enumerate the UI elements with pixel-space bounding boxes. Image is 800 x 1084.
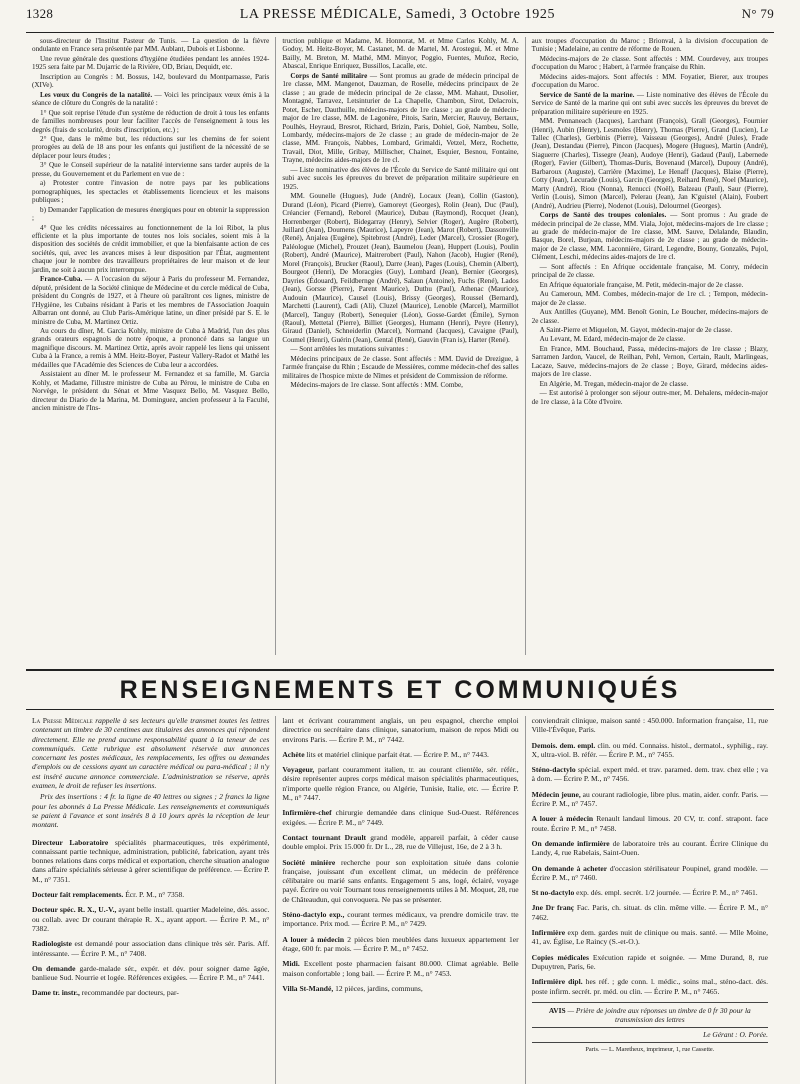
news-item-text: 3° Que le Conseil supérieur de la natalité intervienne sans tarder auprès de la presse, du Gouvernement et du Parlement en vue de : bbox=[32, 161, 270, 178]
ad-text: est demandé pour association dans clinique très sér. Paris. Aff. intéressante. — Écrire P. M., n° 7408. bbox=[32, 939, 270, 958]
news-paragraph bbox=[32, 55, 269, 72]
news-paragraph bbox=[32, 179, 269, 204]
classifieds-column-3 bbox=[525, 716, 774, 1084]
news-paragraph bbox=[532, 389, 768, 406]
classified-ad bbox=[282, 765, 518, 802]
classified-ad bbox=[282, 910, 518, 929]
news-paragraph bbox=[282, 381, 518, 389]
news-item-text: Médecins aides-majors. Sont affectés : MM. Foyatier, Bierer, aux troupes d'occupation du Maroc. bbox=[531, 72, 768, 90]
news-columns bbox=[26, 37, 774, 655]
ad-lead: Société minière bbox=[282, 857, 336, 867]
news-paragraph bbox=[32, 73, 269, 90]
news-item-text: sous-directeur de l'Institut Pasteur de Tunis. — La question de la fièvre ondulante en France sera présentée par MM. Aublant, Dubois et Lisbonne. bbox=[32, 37, 270, 54]
classifieds-intro bbox=[32, 716, 269, 830]
ads-list-3 bbox=[532, 716, 768, 996]
news-paragraph bbox=[282, 166, 518, 191]
classified-ad bbox=[532, 977, 768, 996]
news-item-text: Médecins principaux de 2e classe. Sont affectés : MM. David de Drezigue, à l'armée française du Rhin ; Escaude de Messières, comme médecin-chef des salles militaires de l'hospice mixte de Nîmes et président de Commission de réforme. bbox=[282, 354, 519, 380]
news-column-3 bbox=[525, 37, 774, 655]
ad-text: courant termes médicaux, va prendre domicile trav. tte importance. Prix mod. — Écrire P. M., n° 7429. bbox=[282, 910, 519, 929]
news-item-text: Médecins-majors de 1re classe. Sont affectés : MM. Combe, bbox=[290, 381, 463, 390]
ad-text: d'occasion stérilisateur Poupinel, grand modèle. — Écrire P. M., n° 7460. bbox=[531, 863, 768, 882]
news-item-text: — Liste nominative des élèves de l'École du Service de Santé militaire qui ont subi avec succès les épreuves du brevet de préparation militaire supérieure en 1925. bbox=[282, 165, 519, 191]
ad-lead: On demande à acheter bbox=[531, 863, 608, 873]
news-item-text: — Sont arrêtées les mutations suivantes : bbox=[290, 345, 409, 354]
classified-ad bbox=[532, 814, 768, 833]
ad-lead: Achète bbox=[282, 749, 305, 759]
news-item-text: Au Levant, M. Edard, médecin-major de 2e classe. bbox=[539, 335, 685, 344]
ad-lead: Copies médicales bbox=[531, 952, 589, 962]
news-paragraph bbox=[32, 224, 269, 275]
ad-text: au courant radiologie, libre plus. matin, aider. confr. Paris. — Écrire P. M., n° 7457. bbox=[531, 789, 768, 809]
classified-ad bbox=[282, 935, 518, 954]
ad-text: Fac. Paris, ch. situat. ds clin. même ville. — Écrire P. M., n° 7462. bbox=[531, 903, 768, 922]
classified-ad bbox=[532, 765, 768, 784]
news-item-text: Au cours du dîner, M. Garcia Kohly, ministre de Cuba à Madrid, l'un des plus grands orateurs espagnols de notre époque, a prononcé dans sa langue un magnifique discours. M. Martinez Ortiz, après avoir rappelé les liens qui unissent Cuba à la France, a remis à MM. Heitz-Boyer, Pasteur Vallery-Radot et Mathé les médailles que l'Académie des Sciences de Cuba leur a accordées. bbox=[32, 326, 270, 369]
news-item-text: truction publique et Madame, M. Honnorat, M. et Mme Carlos Kohly, M. A. Godoy, M. Heitz-Boyer, M. Castanet, M. de Martel, M. Arostegui, M. et Mme Bailly, M. Breton, M. Mathé, MM. Minyor, Poggio, Fuentes, Muñoz, Recio, Abascal, Enrique Enriquez, Bussillos, Lacalle, etc. bbox=[282, 37, 519, 71]
ad-text: lits et matériel clinique parfait état. — Écrire P. M., n° 7443. bbox=[304, 749, 489, 759]
ad-text: conviendrait clinique, maison santé : 450.000. Information française, 11, rue Ville-l'Évêque, Paris. bbox=[531, 716, 768, 735]
ad-lead: Sténo-dactylo exp., bbox=[282, 910, 345, 920]
classified-ad bbox=[282, 984, 518, 993]
news-column-2 bbox=[275, 37, 524, 655]
classified-ad bbox=[282, 716, 518, 744]
news-item-text: a) Protester contre l'invasion de notre pays par les publications pornographiques, les spectacles et établissements licencieux et les maisons publiques ; bbox=[32, 179, 270, 205]
ads-list-1 bbox=[32, 838, 269, 998]
ad-text: 2 pièces bien meublées dans luxueux appartement 1er étage, 600 fr. par mois. — Écrire P. M., n° 7452. bbox=[282, 934, 519, 953]
news-item-text: — Sont affectés : En Afrique occidentale française, M. Conry, médecin principal de 2e classe. bbox=[531, 262, 768, 280]
classified-ad bbox=[32, 905, 269, 933]
ad-lead: Infirmière bbox=[531, 928, 566, 938]
gerant-line: Le Gérant : O. Porée. bbox=[532, 1027, 768, 1039]
ad-text: ayant belle install. quartier Madeleine, dés. assoc. ou collab. avec Dr courant thérapie R. X., ayant apport. — Écrire P. M., n° 7382. bbox=[32, 905, 270, 933]
news-paragraph bbox=[532, 55, 768, 72]
news-item-title: Les vœux du Congrès de la natalité. bbox=[40, 90, 153, 99]
news-item-title: France-Cuba. bbox=[40, 275, 83, 284]
ad-lead: Docteur fait remplacements. bbox=[32, 890, 124, 900]
ad-text: parlant couramment italien, tr. au courant clientèle, sér. référ., désire représenter aupres corps médical maison spécialités pharmaceutiques, n'importe quelle région France, ou Algérie, Tunisie, Italie, etc. — Écrire P. M., n° 7447. bbox=[282, 765, 519, 803]
ad-text: Exécution rapide et soignée. — Mme Durand, 8, rue Dupuytren, Paris, 6e. bbox=[531, 952, 768, 971]
classified-ad bbox=[532, 953, 768, 972]
ad-lead: Dame tr. instr., bbox=[32, 988, 80, 998]
section-title: RENSEIGNEMENTS ET COMMUNIQUÉS bbox=[119, 675, 681, 704]
news-item-title: Service de Santé de la marine. bbox=[539, 90, 635, 99]
avis-label: AVIS bbox=[548, 1005, 566, 1015]
ad-lead: On demande bbox=[32, 963, 76, 973]
classified-ad bbox=[32, 939, 269, 958]
classified-ad bbox=[282, 959, 518, 978]
news-paragraph bbox=[532, 308, 768, 325]
ad-text: Excellent poste pharmacien faisant 80.000. Climat agréable. Belle maison confortable ; long bail. — Écrire P. M., n° 7453. bbox=[282, 959, 519, 978]
ad-text: grand modèle, appareil parfait, à céder cause double emploi. Prix 15.000 fr. Dr L., 28, rue de Villejust, 16e, de 2 à 3 h. bbox=[282, 832, 519, 852]
classified-ad bbox=[32, 964, 269, 983]
classified-ad bbox=[532, 790, 768, 809]
news-item-text: — A l'occasion du séjour à Paris du professeur M. Fernandez, député, président de la Société clinique de Médecine et du cercle médical de Cuba, président du Congrès de 1927, et à l'heure où paraîtront ces lignes, ministre de l'Hygiène, les Cubains résidant à Paris et les membres de l'Association Joaquin Albarran ont donné, au Club Paris-Amérique latine, un dîner présidé par S. E. le ministre de Cuba, M. Martinez Ortiz. bbox=[32, 275, 270, 326]
classified-ad bbox=[532, 864, 768, 883]
news-paragraph bbox=[282, 355, 518, 380]
news-item-text: Assistaient au dîner M. le professeur M. Fernandez et sa famille, M. Garcia Kohly, et Madame, l'illustre ministre de Cuba au Pérou, le ministre de Cuba en Norvège, le président du Sénat et Mme Vasquez Bello, M. Vasquez Bello, directeur du Diario de la Marina, M. Dominguez, ancien professeur à la Faculté, ancien ministre de l'Ins- bbox=[32, 370, 270, 413]
ad-lead: Directeur Laboratoire bbox=[32, 837, 109, 847]
ad-text: hes réf. ; gde conn. l. médic., soins mal., sténo-dact. dés. poste infirm. secrét. pr. méd. ou clin. — Écrire P. M., n° 7465. bbox=[531, 977, 768, 996]
header-rule bbox=[26, 32, 774, 33]
news-paragraph bbox=[532, 345, 768, 379]
news-item-text: Une revue générale des questions d'hygiène étudiées pendant les années 1924-1925 sera faite par M. Dujarric de la Rivière, OD, Briau, Dequidt, etc. bbox=[32, 54, 270, 72]
news-paragraph bbox=[532, 326, 768, 334]
ad-text: chirurgie demandée dans clinique Sud-Ouest. Références exigées. — Écrire P. M., n° 7449. bbox=[282, 808, 519, 827]
news-item-text: En Algérie, M. Tregan, médecin-major de 2e classe. bbox=[539, 379, 689, 388]
page-header bbox=[26, 6, 774, 26]
intro-journal-name: La Presse Médicale bbox=[32, 716, 93, 725]
news-paragraph bbox=[32, 109, 269, 134]
news-item-text: — Liste nominative des élèves de l'École du Service de Santé de la marine qui ont subi avec succès les épreuves du brevet de préparation militaire supérieure en 1925. bbox=[531, 90, 768, 116]
news-item-text: Au Cameroun, MM. Combes, médecin-major de 1re cl. ; Tempon, médecin-major de 2e classe. bbox=[531, 290, 768, 307]
ad-lead: A louer à médecin bbox=[531, 814, 594, 824]
news-item bbox=[32, 275, 269, 326]
page-number: 1328 bbox=[26, 6, 54, 21]
classified-ad bbox=[532, 839, 768, 858]
news-item-text: En Afrique équatoriale française, M. Petit, médecin-major de 2e classe. bbox=[539, 280, 744, 289]
ad-lead: Docteur spéc. R. X., U.-V., bbox=[32, 905, 117, 915]
ad-text: garde-malade sér., expér. et dév. pour soigner dame âgée, banlieue Sud. Nourrie et logée. Références exigées. — Écrire P. M., n° 7441. bbox=[32, 963, 270, 983]
classified-ad bbox=[532, 716, 768, 735]
ad-lead: Midi. bbox=[282, 959, 300, 969]
news-item bbox=[532, 91, 768, 116]
news-item bbox=[282, 72, 518, 165]
classifieds-column-2 bbox=[275, 716, 524, 1084]
ad-text: exp. dés. empl. secrét. 1/2 journée. — Écrire P. M., n° 7461. bbox=[574, 888, 758, 898]
ad-text: lant et écrivant couramment anglais, un peu espagnol, cherche emploi directrice ou secrétaire dans clinique, sanatorium, maison de repos Midi ou environs Paris. — Écrire P. M., n° 7442. bbox=[282, 716, 519, 744]
news-item-text: Inscription au Congrès : M. Bossus, 142, boulevard du Montparnasse, Paris (XIVe). bbox=[32, 72, 270, 90]
classified-ad bbox=[532, 888, 768, 897]
ad-text: Écr. P. M., n° 7358. bbox=[123, 890, 185, 900]
news-paragraph bbox=[532, 380, 768, 388]
classifieds-columns bbox=[26, 716, 774, 1084]
printer-line: Paris. — L. Maretheux, imprimeur, 1, rue Cassette. bbox=[532, 1042, 768, 1054]
classified-ad bbox=[282, 858, 518, 904]
news-item-text: En France, MM. Bouchaud, Passa, médecins-majors de 1re classe ; Blazy, Sarramen Jardon, Vaucel, de Reilhan, Pehl, Vernon, Certain, Rault, Marlingeas, Lacaze, Sauve, médecins-majors de 2e classe ; Boye, Girard, médecins aides-majors de 1re classe. bbox=[531, 344, 768, 379]
news-paragraph bbox=[532, 335, 768, 343]
ad-lead: On demande infirmière bbox=[531, 838, 610, 848]
news-item-text: — Voici les principaux vœux émis à la séance de clôture du Congrès de la natalité : bbox=[32, 90, 270, 108]
news-column-1 bbox=[26, 37, 275, 655]
news-item-title: Corps de Santé des troupes coloniales. bbox=[539, 211, 667, 220]
classified-ad bbox=[532, 741, 768, 760]
classified-ad bbox=[32, 988, 269, 997]
ad-text: de laboratoire très au courant. Écrire Clinique du Landy, 4, rue Rabelais, Saint-Ouen. bbox=[531, 838, 768, 858]
classified-ad bbox=[282, 808, 518, 827]
ad-text: exp dem. gardes nuit de clinique ou mais. santé. — Mlle Moine, 41, av. Église, Le Raincy (S.-et-O.). bbox=[531, 928, 768, 947]
classified-ad bbox=[32, 890, 269, 899]
news-paragraph bbox=[32, 135, 269, 160]
ad-lead: A louer à médecin bbox=[282, 934, 345, 944]
section-banner bbox=[26, 669, 774, 710]
news-paragraph bbox=[532, 281, 768, 289]
news-paragraph bbox=[282, 345, 518, 353]
ad-lead: St no-dactylo bbox=[531, 888, 575, 898]
ad-lead: Radiologiste bbox=[32, 939, 72, 949]
classified-ad bbox=[32, 838, 269, 884]
journal-title: LA PRESSE MÉDICALE, Samedi, 3 Octobre 1925 bbox=[239, 7, 556, 22]
ad-text: spécial. expert méd. et trav. paramed. dem. trav. chez elle ; va à dom. — Écrire P. M., n° 7456. bbox=[531, 765, 768, 784]
ad-text: spécialités pharmaceutiques, très expérimenté, connaissant partie technique, administration, publicité, fabrication, ayant très bonnes relations dans corps médical et exportation, cherche situation analogue dans affaire spécialités sérieuse à gérer scientifique de préférence. — Écrire P. M., n° 7351. bbox=[32, 837, 270, 884]
news-item-text: — Sont promus au grade de médecin principal de 1re classe, MM. Mangenot, Dauzman, de Roselle, médecins principaux de 2e classe ; au grade de médecin principal de 2e classe, MM. Mahaut, Dusolier, Montagné, Tarravez, Letsinturier de La Chapelle, Chambon, Sirot, Delacroix, Potet, Escher, Dauthuille, médecins-majors de 1re classe ; au grade de médecin-major de 1re classe, MM. de Lagonère, Pitois, Sarin, Mercier, Rauvuy, Bertaux, Poulhès, Heyraud, Bresrot, Richard, Brizin, Paris, Dohiel, Goë, Nambeu, Solle, Lombardy, médecins-majors de 2e classe ; au grade de médecin-major de 2e classe, MM. François, Nabbes, Lombard, Grimaldi, Vetzel, Merz, Rochette, Travail, Diot, Mille, Gribay, Millischer, Chainet, Esquier, Besnou, Fontaine, Trayne, médecins aides-majors de 1re cl. bbox=[282, 71, 519, 165]
news-item bbox=[32, 91, 269, 108]
insertion-prices: Prix des insertions : 4 fr. la ligne de 40 lettres ou signes ; 2 francs la ligne pour les abonnés à La Presse Médicale. Les renseignements et communiqués se paient à l'avance et sont insérés 8 à 10 jours après la réception de leur montant. bbox=[32, 792, 270, 830]
ad-lead: Jne Dr franç bbox=[531, 903, 575, 913]
news-item-text: 1° Que soit reprise l'étude d'un système de réduction de droit à tous les enfants de familles nombreuses pour leur faciliter l'accès de l'enseignement à tous les degrés (frais de scolarité, droits d'inscription, etc.) ; bbox=[32, 108, 270, 134]
news-item-text: Médecins-majors de 2e classe. Sont affectés : MM. Courdevey, aux troupes d'occupation du Maroc ; Habert, à l'armée française du Rhin. bbox=[531, 54, 768, 72]
news-item-text: aux troupes d'occupation du Maroc ; Brionval, à la division d'occupation de Tunisie ; Madelaine, au centre de réforme de Rouen. bbox=[531, 37, 768, 54]
classified-ad bbox=[532, 903, 768, 922]
news-paragraph bbox=[32, 370, 269, 412]
news-item-text: A Saint-Pierre et Miquelon, M. Gayot, médecin-major de 2e classe. bbox=[539, 325, 733, 334]
news-item-text: 4° Que les crédits nécessaires au fonctionnement de la loi Ribot, la plus efficiente et la plus importante de toutes nos lois sociales, soient mis à la disposition des sociétés de crédit immobilier, et que la bienfaisante action de ces sociétés, qui, avec les avances mises à leur disposition par l'État, augmentent chaque jour le nombre des travailleurs propriétaires de leur maison et de leur jardin, ne soit à aucun prix interrompue. bbox=[32, 223, 270, 274]
ad-lead: Infirmière dipl. bbox=[531, 977, 583, 987]
news-item-text: Aux Antilles (Guyane), MM. Benoît Gonin, Le Boucher, médecins-majors de 2e classe. bbox=[531, 308, 768, 325]
news-item-text: — Est autorisé à prolonger son séjour outre-mer, M. Dehalens, médecin-major de 1re classe, à la Côte d'Ivoire. bbox=[531, 389, 768, 406]
news-paragraph bbox=[282, 37, 518, 71]
ad-lead: Infirmière-chef bbox=[282, 808, 332, 818]
ad-lead: Sténo-dactylo bbox=[531, 765, 576, 775]
news-item bbox=[532, 211, 768, 262]
news-paragraph bbox=[532, 37, 768, 54]
news-paragraph bbox=[282, 192, 518, 344]
ad-text: recommandée par docteurs, par- bbox=[79, 988, 179, 998]
ad-lead: Médecin jeune, bbox=[531, 789, 581, 799]
news-paragraph bbox=[32, 327, 269, 369]
avis-text: — Prière de joindre aux réponses un timbre de 0 fr 30 pour la transmission des lettres bbox=[565, 1005, 751, 1025]
classifieds-column-1 bbox=[26, 716, 275, 1084]
intro-text: rappelle à ses lecteurs qu'elle transmet toutes les lettres contenant un timbre de 30 centimes aux titulaires des annonces qui répondent directement. Elle ne prend aucune responsabilité quant à la teneur de ces communiqués. Cette rubrique est absolument réservée aux annonces concernant les postes médicaux, les remplacements, les offres ou demandes d'emplois ou de cessions ayant un caractère médical ou para-médical ; il n'y est inséré aucune annonce commerciale. L'administration se réserve, après examen, le droit de refuser les insertions. bbox=[32, 716, 270, 791]
news-item-text: — Sont promus : Au grade de médecin principal de 2e classe, MM. Viala, Jojot, médecins-majors de 1re classe ; au grade de médecin-major de 1re classe, MM. Sauve, Delalande, Blaudin, Basque, Borel, Burjean, médecins-majors de 2e classe ; au grade de médecin-major de 2e classe, MM. Laconnière, Girard, Legendre, Bouny, Gonzalès, Pujol, Clément, Leschi, médecins aides-majors de 1re cl. bbox=[531, 211, 768, 262]
news-item-text: b) Demander l'application de mesures énergiques pour en obtenir la suppression ; bbox=[32, 205, 270, 223]
avis-notice bbox=[532, 1002, 768, 1025]
ad-lead: Villa St-Mandé, bbox=[282, 983, 334, 993]
news-item-title: Corps de Santé militaire bbox=[290, 71, 368, 80]
classified-ad bbox=[282, 750, 518, 759]
news-paragraph bbox=[532, 263, 768, 280]
ad-text: clin. ou méd. Connaiss. histol., dermatol., syphilig., ray. X, ultra-viol. B. référ. — Écrire P. M., n° 7455. bbox=[531, 740, 768, 759]
ad-text: Renault landaul limous. 20 CV, tr. conf. strapont. face route. Écrire P. M., n° 7458. bbox=[531, 814, 768, 833]
news-paragraph bbox=[32, 37, 269, 54]
ad-lead: Contact tournant Drault bbox=[282, 832, 367, 842]
news-paragraph bbox=[32, 206, 269, 223]
ad-lead: Voyageur, bbox=[282, 765, 315, 775]
news-item-text: MM. Pennaneach (Jacques), Larchant (François), Grall (Georges), Fournier (Henri), Aubin (Henry), Lesmoles (Henry), Thomas (Pierre), Grand (Lucien), Le Tallec (Charles), Gerbinis (Pierre), Vaisseau (Georges), André (Jules), Frade (Jean), Destandau (Pierre), Pincon (Jacques), Mogere (Hugues), Martin (André), Siaguerre (Charles), Tissegre (Jean), Audoye (Henri), Gadaud (Paul), Labernede (Roger), Favier (Gilbert), Thomas-Duris, Bovenaud (Marcel), Dupouy (André), Barbaroux (Auguste), Carrière (Maxime), Le Henaff (Jacques), Blaise (Pierre), Cotty (Jean), Lecurade (Louis), Garcin (Georges), Reihard René), Noel (Maurice), Marty (André), Riou (Nonna), Renucci (Noël), Balzeau (Paul), Saur (Pierre), Verlin (Louis), Simon (Marcel), Pelerau (Jean), Jan K'guistel (Alain), Foubert (André), Audrieu (Pierre), Nodenot (Louis), Delourmel (Georges). bbox=[531, 117, 768, 210]
classified-ad bbox=[532, 928, 768, 947]
classified-ad bbox=[282, 833, 518, 852]
news-paragraph bbox=[532, 117, 768, 210]
news-paragraph bbox=[532, 73, 768, 90]
ad-text: 12 pièces, jardins, communs, bbox=[333, 983, 423, 993]
news-item-text: 2° Que, dans le même but, les réductions sur les chemins de fer soient prorogées au delà de 18 ans pour les enfants qui justifient de la nécessité de se déplacer pour leurs études ; bbox=[32, 134, 270, 160]
news-paragraph bbox=[32, 161, 269, 178]
news-item-text: MM. Gounelle (Hugues), Jude (André), Locaux (Jean), Collin (Gaston), Durand (Léon), Picard (Pierre), Gamoreyt (Georges), Rolin (Jean), Duc (Paul), Créancier (Fernand), Reborel (Maurice), Dubau (Raymond), Rocquet (Jean), Horrenberger (Robert), Bidegarray (Henry), Selvier (Roger), Augère (Robert), Juillard (Jean), Doumens (Maurice), Lapeyre (Jean), Marot (Robert), Dassonville (René), Anjalea (Eugène), Spitebrost (André), Leder (Marcel), Crossier (Roger), Paléologue (Michel), Prouzet (Jean), Baumelou (Jean), Huppert (Louis), Poulin (Robert), André (Maurice), Maitrerobert (Paul), Nahon (Jacob), Hugier (René), Morel (François), Brucker (Raoul), Darre (Jean), Pages (Louis), Chemin (Albert), Bourgeot (Henri), De Moracgies (Guy), Lombard (Jean), Bernier (Georges), Dayries (Édouard), Feildbernge (André), Salaun (Antoine), Fuchs (René), Lados (Jean), Gorsse (Pierre), Parent Maurice), Duthu (Paul), Athenac (Maurice), Audouin (Maurice), Causel (Louis), Brissy (Georges), Roussel (Bernard), Marchetti (Laurent), Cadi (Ali), Cluzel (Maurice), Lenoble (Marcel), Marmillot (Marcel), Tanguy (Robert), Senequier (Léon), Gosse-Gardet (Émile), Syrnon (Raoul), Mettetal (Pierre), Billiet (Georges), Humann (Henri), Peyre (Henry), Giraud (Daniel), Schneiderlin (Marcel), Normand (Jacques), Cavaigne (Paul), Coumel (Henri), Guérin (Jean), Gental (René), Gauvin (Fran is), Harter (René). bbox=[282, 192, 519, 344]
ad-text: recherche pour son exploitation située dans colonie française, jouissant d'un excellent climat, un médecin de préférence célibataire ou marié sans enfants. Engagement 5 ans, logé, éclairé, voyage payé. Écrire ou voir Tournant tous renseignements utiles à M. Moquet, 28, rue de Châteaudun, qui convoquera. Ne pas se présenter. bbox=[282, 857, 519, 904]
issue-number: N° 79 bbox=[741, 6, 774, 21]
news-paragraph bbox=[532, 290, 768, 307]
ad-lead: Demois. dem. empl. bbox=[531, 740, 596, 750]
